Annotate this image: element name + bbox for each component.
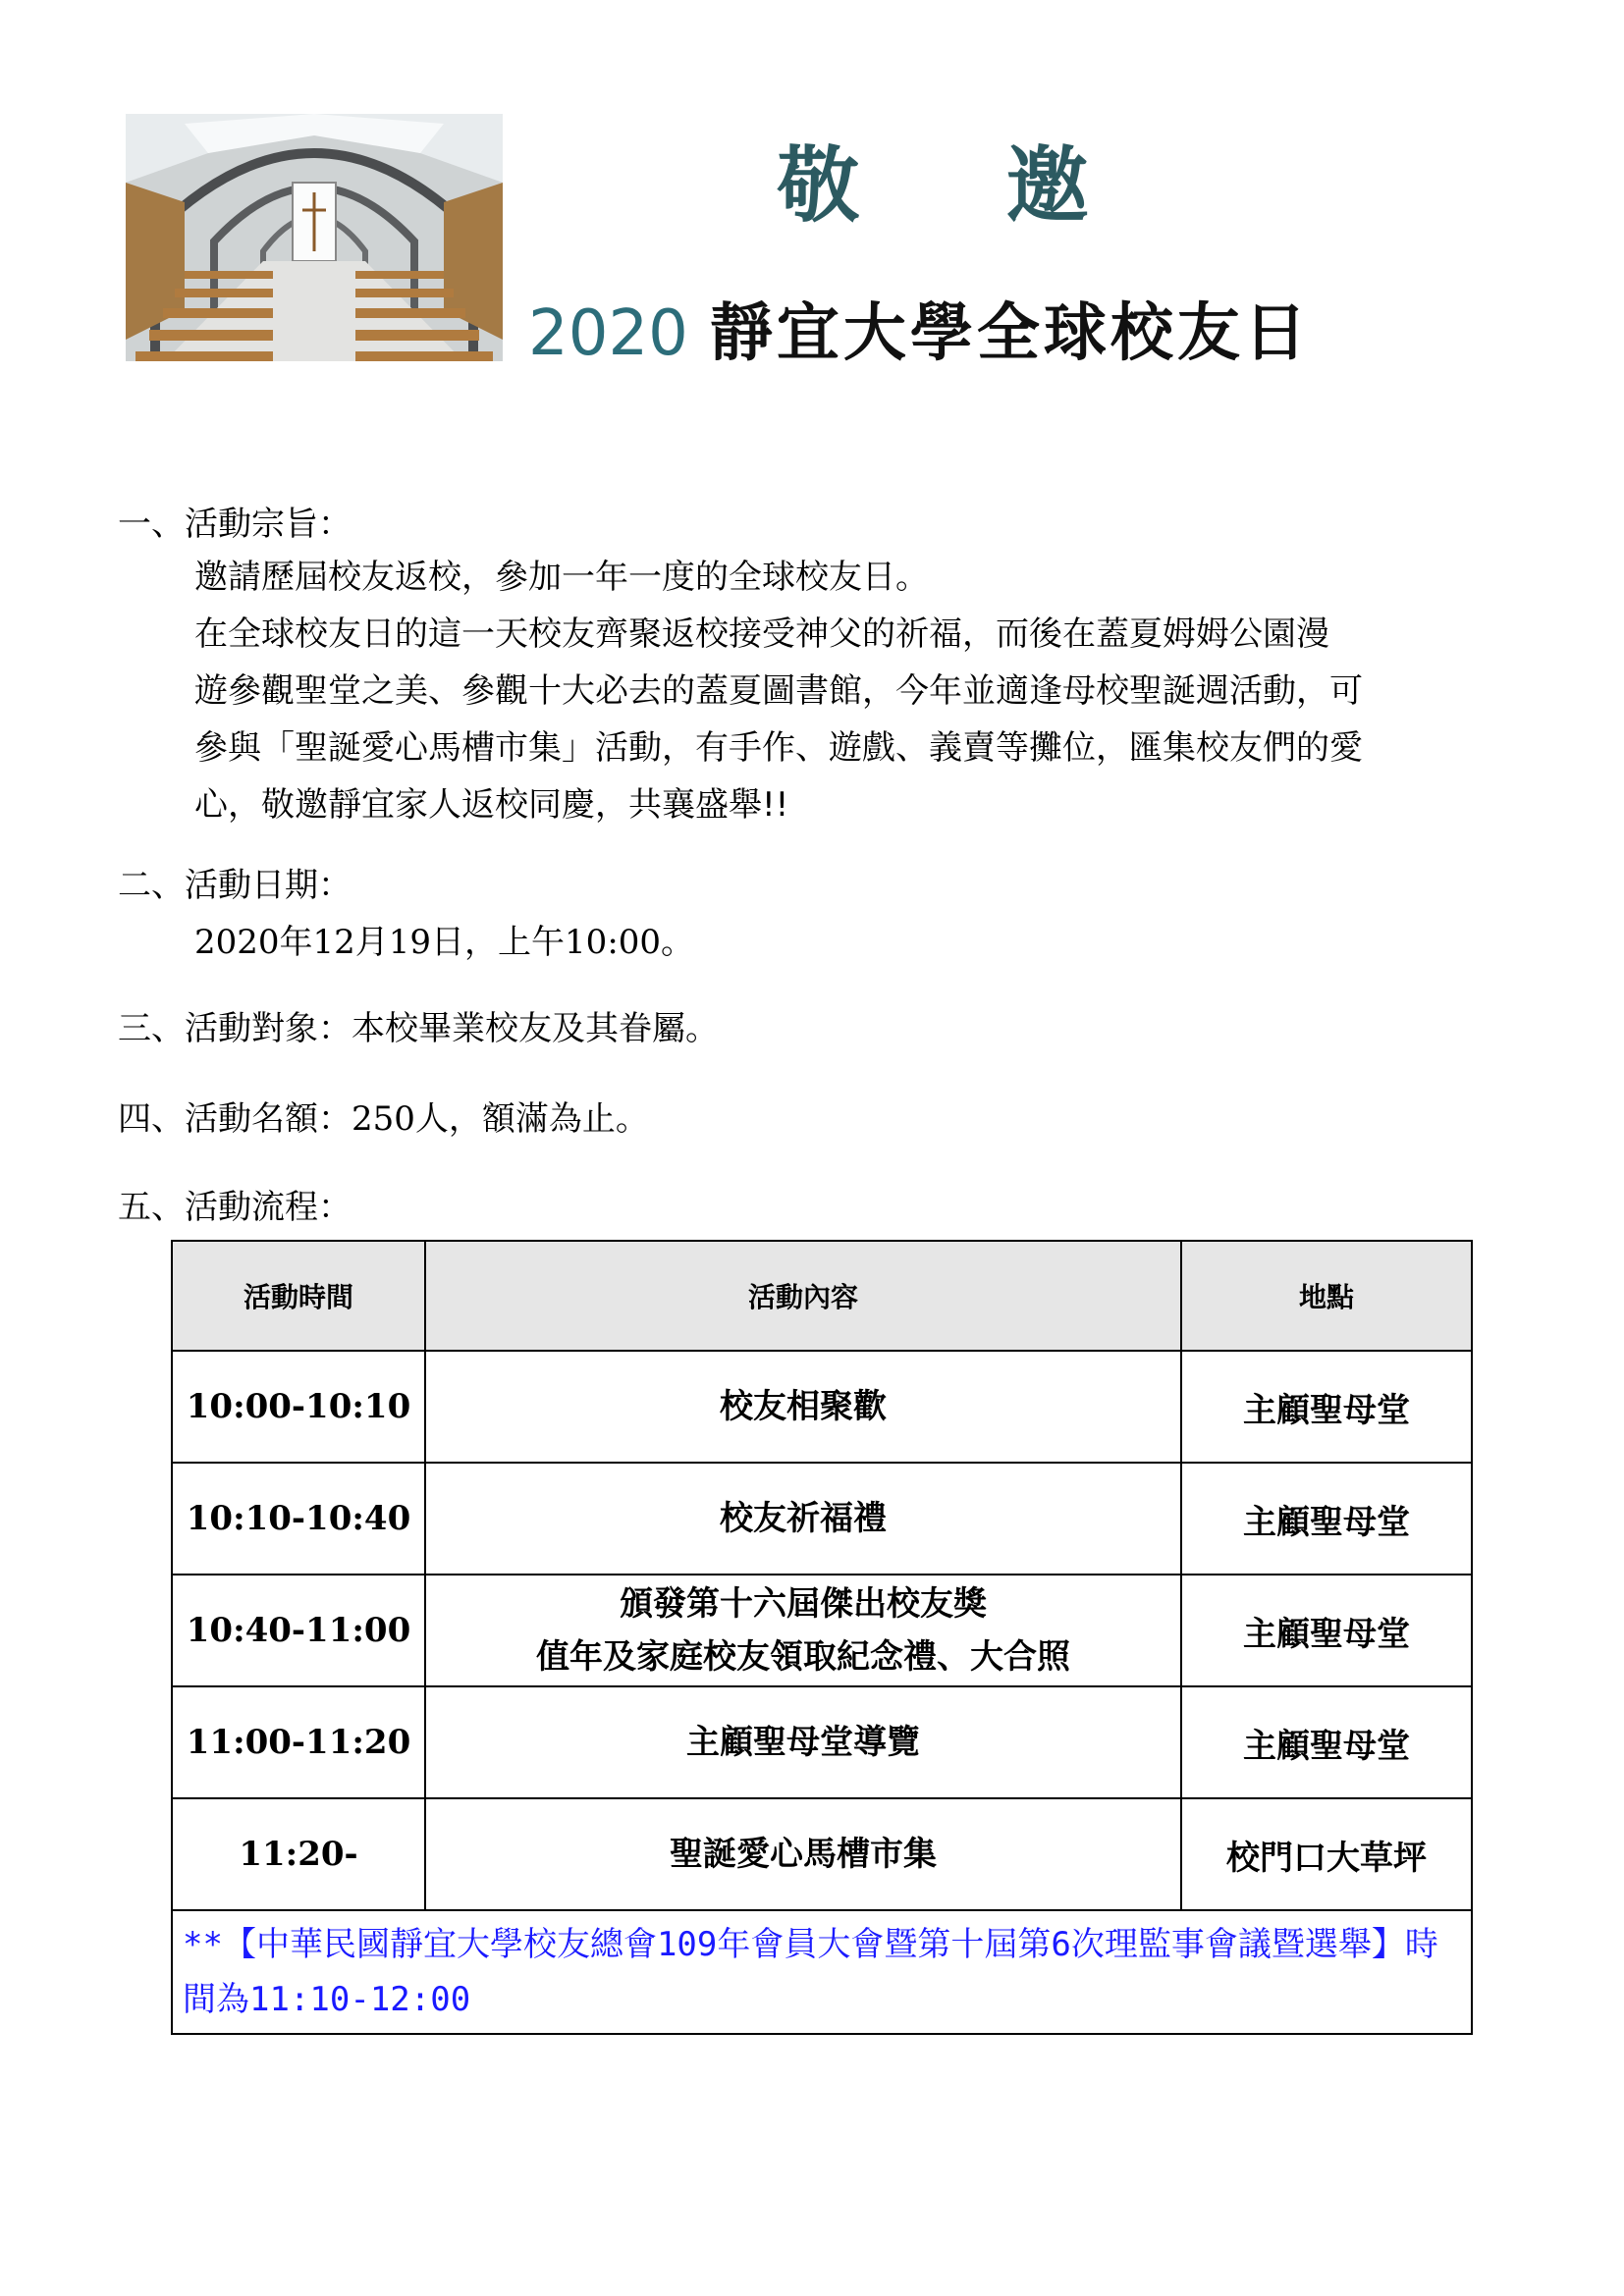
activity-line: 校友相聚歡 [720,1387,887,1426]
header-time: 活動時間 [172,1241,425,1351]
section-schedule-label: 五、活動流程： [118,1188,352,1227]
purpose-line: 遊參觀聖堂之美、參觀十大必去的蓋夏圖書館，今年並適逢母校聖誕週活動，可 [194,671,1363,711]
row-time: 10:00-10:10 [172,1351,425,1463]
row-time: 11:20- [172,1798,425,1910]
row-activity [425,1463,1181,1575]
table-row [172,1575,1472,1686]
chapel-interior-photo [126,114,503,361]
section-audience [118,999,719,1058]
purpose-line: 心，敬邀靜宜家人返校同慶，共襄盛舉!! [194,785,789,825]
row-location: 主顧聖母堂 [1181,1575,1472,1686]
section-quota [118,1090,649,1148]
purpose-line: 在全球校友日的這一天校友齊聚返校接受神父的祈福，而後在蓋夏姆姆公園漫 [194,614,1329,654]
row-location: 主顧聖母堂 [1181,1686,1472,1798]
event-name: 靜宜大學全球校友日 [709,297,1311,370]
row-time: 10:40-11:00 [172,1575,425,1686]
event-year: 2020 [528,297,688,370]
header-activity: 活動內容 [425,1241,1181,1351]
row-location: 主顧聖母堂 [1181,1351,1472,1463]
meeting-note: **【中華民國靜宜大學校友總會109年會員大會暨第十屆第6次理監事會議暨選舉】時間為11:10-12:00 [172,1910,1472,2034]
quota-value: 250人，額滿為止。 [352,1099,649,1139]
row-activity [425,1798,1181,1910]
activity-line: 聖誕愛心馬槽市集 [670,1835,937,1874]
row-location: 主顧聖母堂 [1181,1463,1472,1575]
table-row [172,1463,1472,1575]
event-title [528,283,1311,373]
section-purpose-label: 一、活動宗旨： [118,505,352,544]
purpose-line: 參與「聖誕愛心馬槽市集」活動，有手作、遊戲、義賣等攤位，匯集校友們的愛 [194,728,1363,768]
section-quota-label: 四、活動名額： [118,1099,352,1139]
row-time: 10:10-10:40 [172,1463,425,1575]
table-row [172,1686,1472,1798]
row-activity [425,1351,1181,1463]
row-time: 11:00-11:20 [172,1686,425,1798]
activity-line: 校友祈福禮 [720,1499,887,1538]
audience-value: 本校畢業校友及其眷屬。 [352,1009,719,1048]
section-date-label: 二、活動日期： [118,866,352,905]
table-row [172,1351,1472,1463]
page-title: 敬 邀 [777,137,1148,234]
section-audience-label: 三、活動對象： [118,1009,352,1048]
activity-line: 值年及家庭校友領取紀念禮、大合照 [536,1637,1070,1677]
table-note-row [172,1910,1472,2034]
schedule-table [171,1240,1473,2035]
row-activity [425,1686,1181,1798]
table-row [172,1798,1472,1910]
purpose-line: 邀請歷屆校友返校，參加一年一度的全球校友日。 [194,558,929,597]
row-activity [425,1575,1181,1686]
event-date: 2020年12月19日，上午10:00。 [194,923,695,962]
table-header-row [172,1241,1472,1351]
activity-line: 頒發第十六屆傑出校友獎 [620,1584,987,1624]
header-location: 地點 [1181,1241,1472,1351]
activity-line: 主顧聖母堂導覽 [686,1723,920,1762]
row-location: 校門口大草坪 [1181,1798,1472,1910]
